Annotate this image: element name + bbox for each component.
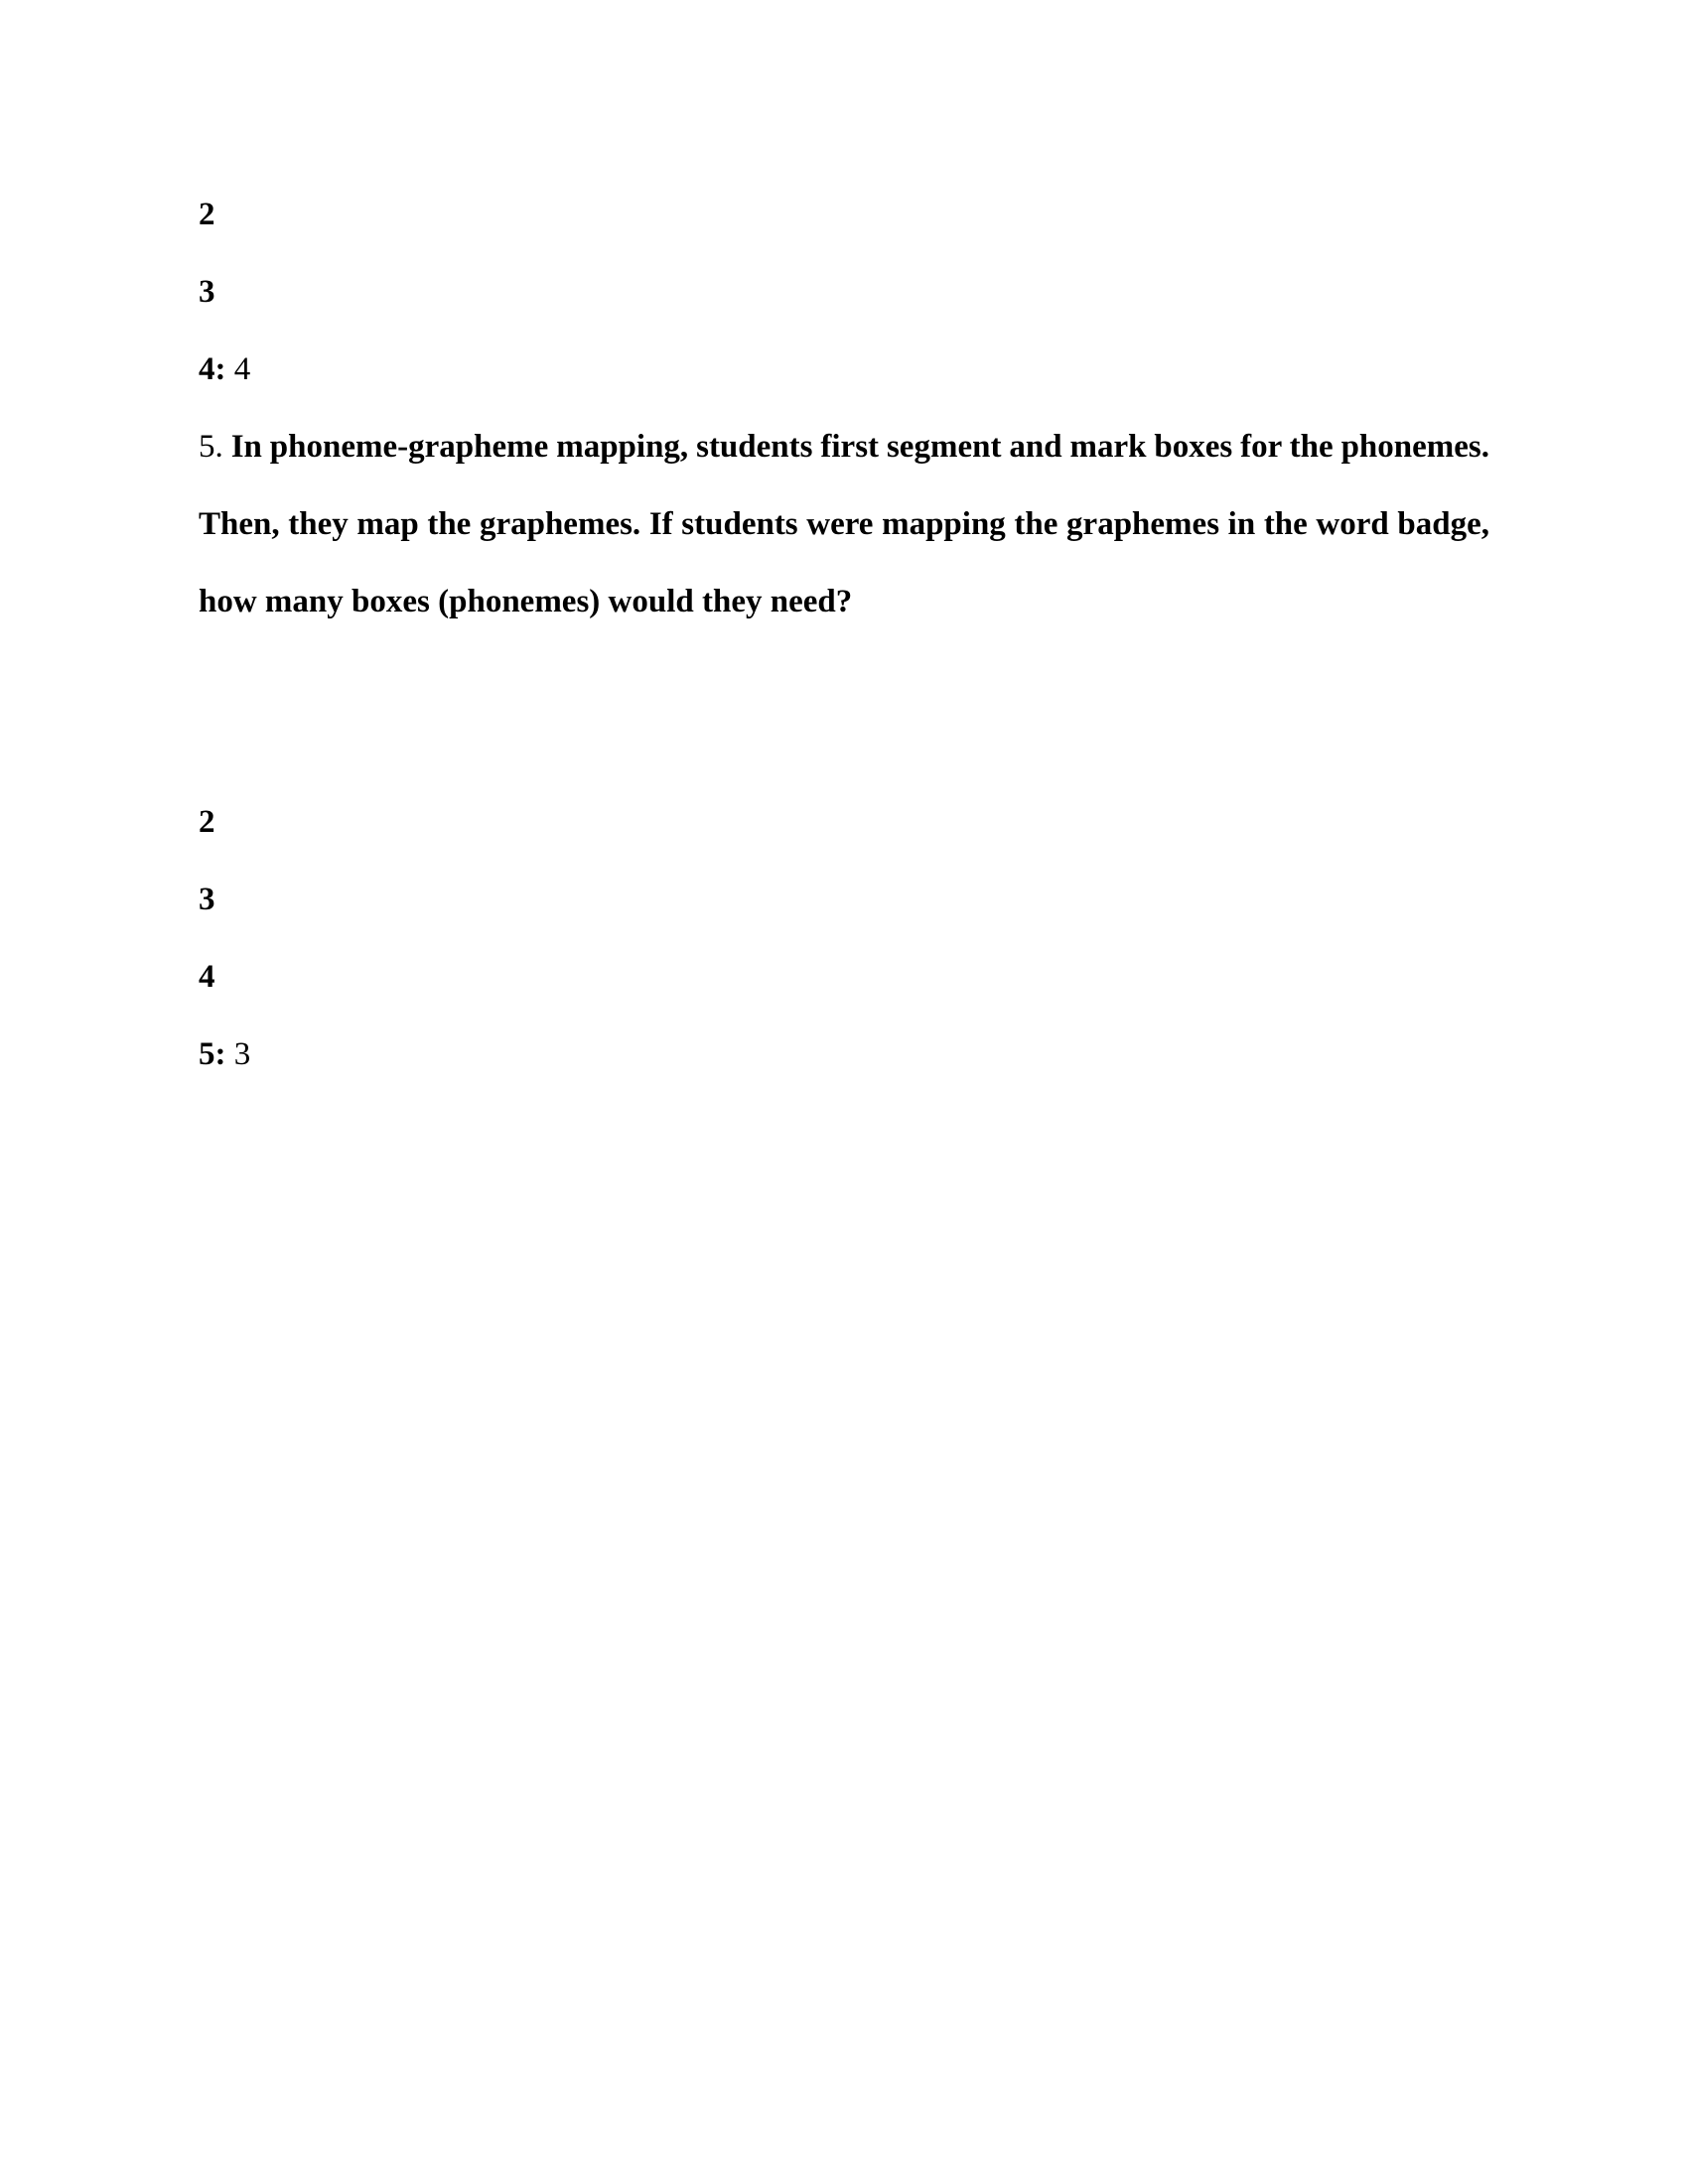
question-5-line-3: how many boxes (phonemes) would they need? — [199, 584, 853, 619]
answer-4-label: 4: — [199, 351, 226, 387]
answer-5-label: 5: — [199, 1036, 226, 1072]
answer-item-5-bottom — [199, 1016, 1489, 1093]
question-5-paragraph — [199, 408, 1489, 640]
answer-4-value: 4 — [233, 351, 251, 387]
answer-item-4-bottom: 4 — [199, 959, 215, 995]
answer-item-3-bottom: 3 — [199, 882, 215, 917]
answer-5-value: 3 — [233, 1036, 251, 1072]
answer-item-2: 2 — [199, 197, 215, 232]
answer-item-3: 3 — [199, 274, 215, 310]
question-5-number: 5. — [199, 429, 223, 465]
answer-item-4 — [199, 331, 1489, 408]
question-5-line-1-text: In phoneme-grapheme mapping, students first segment and mark boxes for the phonemes. — [230, 429, 1490, 465]
vertical-spacer — [199, 640, 1489, 783]
question-5-line-2: Then, they map the graphemes. If students were mapping the graphemes in the word badge, — [199, 506, 1489, 542]
question-5-line-1 — [199, 408, 1489, 485]
answers-list-top — [199, 176, 1489, 408]
answers-list-bottom — [199, 783, 1489, 1093]
answer-item-2-bottom: 2 — [199, 804, 215, 840]
